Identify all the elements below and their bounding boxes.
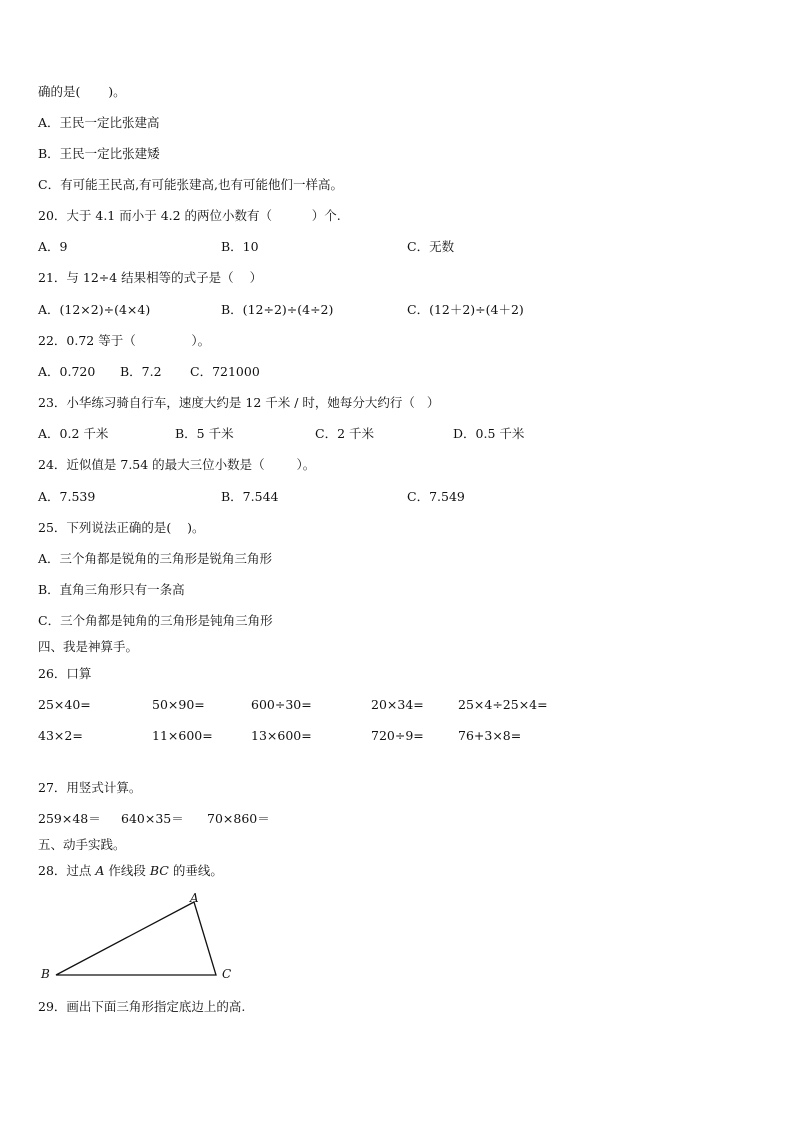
q26-r1-5: 25×4÷25×4= [458,697,548,712]
q25-option-a: A．三个角都是锐角的三角形是锐角三角形 [38,551,273,566]
q19-option-b: B．王民一定比张建矮 [38,146,160,161]
q27-stem: 27．用竖式计算。 [38,780,142,795]
q28-triangle [56,902,216,975]
q26-stem: 26．口算 [38,666,92,681]
q28-stem: 28．过点 A 作线段 BC 的垂线。 [38,863,223,878]
q28-triangle-figure [30,890,270,990]
q25-option-c: C．三个角都是钝角的三角形是钝角三角形 [38,613,273,628]
q27-item-1: 259×48＝ [38,811,101,826]
q20-option-c: C．无数 [407,239,455,254]
q26-r1-3: 600÷30= [251,697,312,712]
q23-stem: 23．小华练习骑自行车，速度大约是 12 千米 / 时，她每分大约行（ ） [38,395,440,410]
q21-option-c: C．(12＋2)÷(4＋2) [407,302,524,317]
q22-stem: 22．0.72 等于（ ）。 [38,333,211,348]
q23-option-b: B．5 千米 [175,426,234,441]
q26-r2-5: 76+3×8= [458,728,522,743]
q26-r2-4: 720÷9= [371,728,424,743]
q24-option-c: C．7.549 [407,489,465,504]
q28-segment-label: BC [149,863,169,878]
q28-vertex-c: C [222,967,232,981]
q27-item-3: 70×860＝ [207,811,270,826]
q26-r2-3: 13×600= [251,728,312,743]
q20-option-b: B．10 [221,239,259,254]
q21-option-a: A．(12×2)÷(4×4) [38,302,151,317]
q21-stem: 21．与 12÷4 结果相等的式子是（ ） [38,270,263,285]
q23-option-a: A．0.2 千米 [38,426,109,441]
q20-option-a: A．9 [38,239,68,254]
q25-option-b: B．直角三角形只有一条高 [38,582,185,597]
q26-r1-4: 20×34= [371,697,424,712]
q28-vertex-a: A [190,891,199,905]
q23-option-d: D．0.5 千米 [453,426,525,441]
section-5-title: 五、动手实践。 [38,837,126,852]
q29-stem: 29．画出下面三角形指定底边上的高. [38,999,246,1014]
q24-option-b: B．7.544 [221,489,279,504]
q22-option-a: A．0.720 [38,364,96,379]
q20-stem: 20．大于 4.1 而小于 4.2 的两位小数有（ ）个. [38,208,341,223]
q26-r2-2: 11×600= [152,728,213,743]
q19-option-c: C．有可能王民高,有可能张建高,也有可能他们一样高。 [38,177,344,192]
q26-r2-1: 43×2= [38,728,83,743]
q23-option-c: C．2 千米 [315,426,374,441]
section-4-title: 四、我是神算手。 [38,639,139,654]
q28-vertex-b: B [41,967,50,981]
q24-stem: 24．近似值是 7.54 的最大三位小数是（ ）。 [38,457,316,472]
q26-r1-2: 50×90= [152,697,205,712]
q24-option-a: A．7.539 [38,489,96,504]
q25-stem: 25．下列说法正确的是( )。 [38,520,205,535]
q22-option-c: C．721000 [190,364,260,379]
q28-point-label: A [95,863,105,878]
q27-item-2: 640×35＝ [121,811,184,826]
q19-option-a: A．王民一定比张建高 [38,115,160,130]
q22-option-b: B．7.2 [120,364,162,379]
q26-r1-1: 25×40= [38,697,91,712]
q19-stem-tail: 确的是( )。 [38,84,126,99]
q21-option-b: B．(12÷2)÷(4÷2) [221,302,334,317]
